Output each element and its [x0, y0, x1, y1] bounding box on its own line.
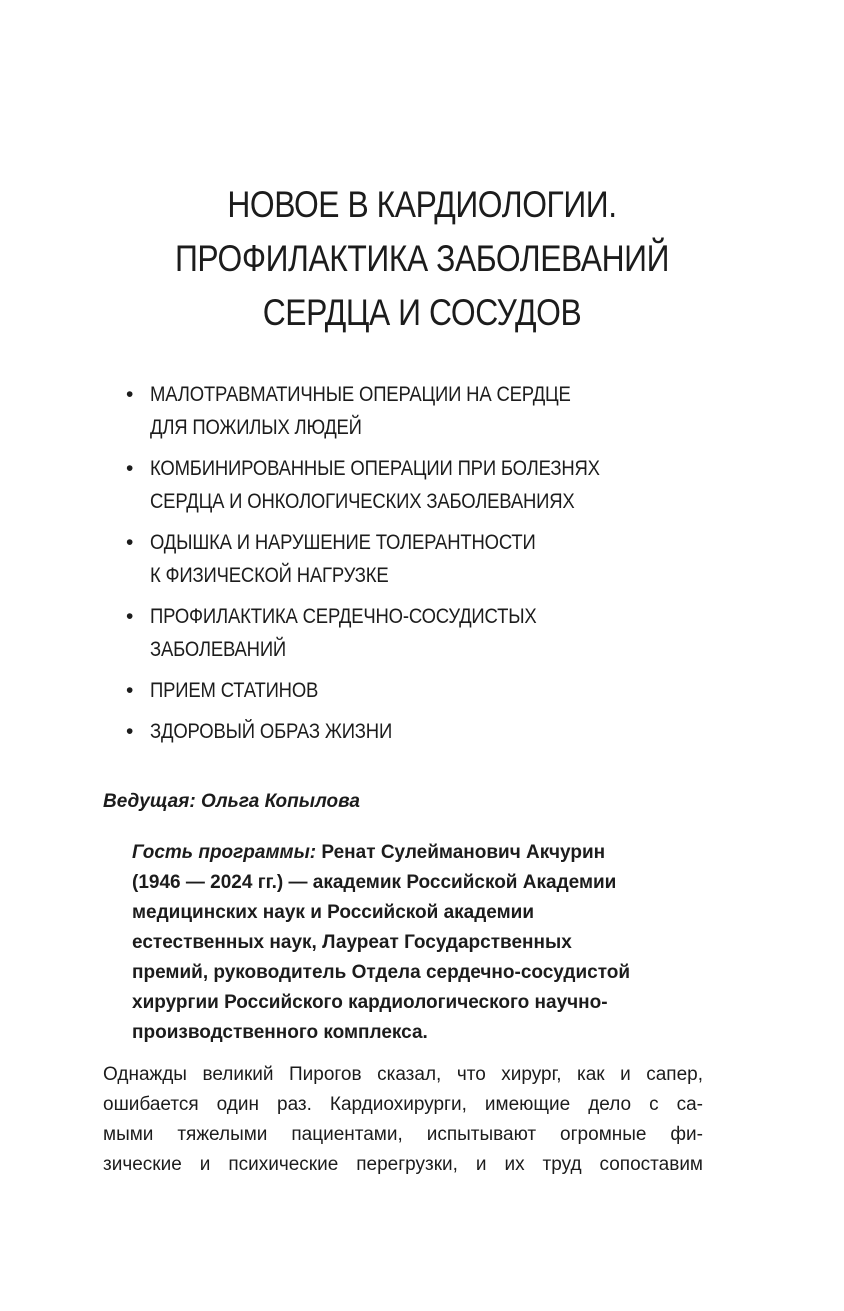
guest-bio-line: премий, руководитель Отдела сердечно-сосудистой	[132, 962, 631, 983]
topic-item	[126, 526, 746, 592]
bullet-icon: •	[126, 531, 134, 554]
chapter-title-line: СЕРДЦА И СОСУДОВ	[262, 292, 582, 333]
topic-item	[126, 674, 746, 707]
chapter-title-line: ПРОФИЛАКТИКА ЗАБОЛЕВАНИЙ	[174, 238, 670, 279]
guest-bio-line: естественных наук, Лауреат Государственных	[132, 932, 572, 953]
guest-name: Ренат Сулейманович Акчурин	[316, 842, 606, 863]
host-credit: Ведущая: Ольга Копылова	[103, 791, 360, 812]
body-line: мыми тяжелыми пациентами, испытывают огромные фи-	[103, 1124, 703, 1145]
topic-item	[126, 600, 746, 666]
bullet-icon: •	[126, 605, 134, 628]
guest-bio-first-line	[132, 838, 732, 868]
bullet-icon: •	[126, 679, 134, 702]
body-line: ошибается один раз. Кардиохирурги, имеющие дело с са-	[103, 1094, 703, 1115]
topic-item	[126, 452, 746, 518]
topic-text: ПРОФИЛАКТИКА СЕРДЕЧНО-СОСУДИСТЫХ ЗАБОЛЕВАНИЙ	[150, 605, 537, 661]
guest-bio-line: хирургии Российского кардиологического научно-	[132, 992, 608, 1013]
bullet-icon: •	[126, 383, 134, 406]
body-line: Однажды великий Пирогов сказал, что хирург, как и сапер,	[103, 1064, 703, 1085]
topic-text: ОДЫШКА И НАРУШЕНИЕ ТОЛЕРАНТНОСТИ К ФИЗИЧЕСКОЙ НАГРУЗКЕ	[150, 531, 536, 587]
body-paragraph	[103, 1060, 703, 1180]
bullet-icon: •	[126, 457, 134, 480]
topic-text: КОМБИНИРОВАННЫЕ ОПЕРАЦИИ ПРИ БОЛЕЗНЯХ СЕРДЦА И ОНКОЛОГИЧЕСКИХ ЗАБОЛЕВАНИЯХ	[150, 457, 600, 513]
bullet-icon: •	[126, 720, 134, 743]
guest-bio	[132, 838, 732, 1048]
chapter-title	[111, 178, 734, 340]
topic-text: ЗДОРОВЫЙ ОБРАЗ ЖИЗНИ	[150, 720, 393, 743]
topic-text: МАЛОТРАВМАТИЧНЫЕ ОПЕРАЦИИ НА СЕРДЦЕ ДЛЯ ПОЖИЛЫХ ЛЮДЕЙ	[150, 383, 571, 439]
topics-list	[126, 378, 746, 756]
guest-bio-line: медицинских наук и Российской академии	[132, 902, 535, 923]
topic-item	[126, 378, 746, 444]
chapter-title-line: НОВОЕ В КАРДИОЛОГИИ.	[227, 184, 617, 225]
topic-item	[126, 715, 746, 748]
topic-text: ПРИЕМ СТАТИНОВ	[150, 679, 319, 702]
guest-bio-line: производственного комплекса.	[132, 1022, 428, 1043]
guest-bio-line: (1946 — 2024 гг.) — академик Российской Академии	[132, 872, 617, 893]
body-line: зические и психические перегрузки, и их труд сопоставим	[103, 1154, 703, 1175]
guest-label: Гость программы:	[132, 842, 317, 863]
